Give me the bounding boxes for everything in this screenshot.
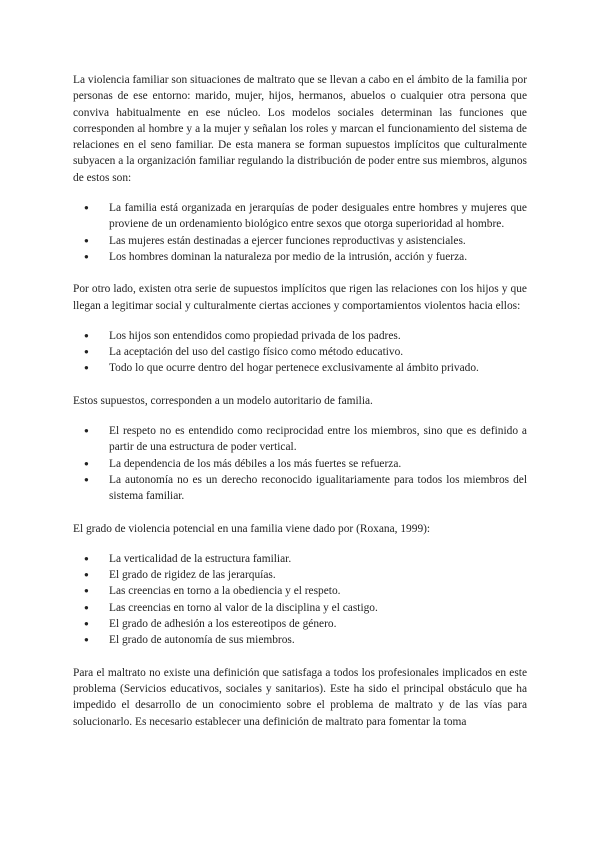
bullet-list-violence-factors [73, 551, 527, 649]
list-item: ● La autonomía no es un derecho reconocido igualitariamente para todos los miembros del sistema familiar. [73, 472, 527, 505]
paragraph-violence-degree: El grado de violencia potencial en una familia viene dado por (Roxana, 1999): [73, 522, 431, 535]
bullet-list-power-assumptions [73, 200, 527, 265]
list-item: ● El grado de autonomía de sus miembros. [73, 632, 527, 648]
list-item: ● El grado de rigidez de las jerarquías. [73, 567, 527, 583]
bullet-list-children-assumptions [73, 328, 527, 377]
list-item: ● El grado de adhesión a los estereotipos de género. [73, 616, 527, 632]
list-item: ● Los hijos son entendidos como propiedad privada de los padres. [73, 328, 527, 344]
bullet-list-authoritarian-model [73, 423, 527, 504]
list-item: ● Todo lo que ocurre dentro del hogar pertenece exclusivamente al ámbito privado. [73, 360, 527, 376]
list-item: ● Los hombres dominan la naturaleza por medio de la intrusión, acción y fuerza. [73, 249, 527, 265]
list-item: ● La aceptación del uso del castigo físico como método educativo. [73, 344, 527, 360]
list-item: ● Las creencias en torno a la obediencia y el respeto. [73, 583, 527, 599]
list-item: ● La verticalidad de la estructura familiar. [73, 551, 527, 567]
paragraph-intro: La violencia familiar son situaciones de maltrato que se llevan a cabo en el ámbito de la familia por personas de ese entorno: marido, mujer, hijos, hermanos, abuelos o cualquier otra persona que conviva habitualmente en ese núcleo. Los modelos sociales determinan las funciones que corresponden al hombre y a la mujer y señalan los roles y marcan el funcionamiento del sistema de relaciones en el seno familiar. De esta manera se forman supuestos implícitos que culturalmente subyacen a la organización familiar regulando la distribución de poder entre sus miembros, algunos de estos son: [73, 74, 527, 184]
paragraph-authoritarian: Estos supuestos, corresponden a un modelo autoritario de familia. [73, 394, 373, 407]
list-item: ● Las mujeres están destinadas a ejercer funciones reproductivas y asistenciales. [73, 233, 527, 249]
document-page [73, 72, 527, 730]
paragraph-children: Por otro lado, existen otra serie de supuestos implícitos que rigen las relaciones con los hijos y que llegan a legitimar social y culturalmente ciertas acciones y comportamientos violentos hacia ellos: [73, 283, 527, 312]
list-item: ● La dependencia de los más débiles a los más fuertes se refuerza. [73, 456, 527, 472]
list-item: ● Las creencias en torno al valor de la disciplina y el castigo. [73, 600, 527, 616]
list-item: ● El respeto no es entendido como reciprocidad entre los miembros, sino que es definido a partir de una estructura de poder vertical. [73, 423, 527, 456]
paragraph-maltreatment-definition: Para el maltrato no existe una definición que satisfaga a todos los profesionales implicados en este problema (Servicios educativos, sociales y sanitarios). Este ha sido el principal obstáculo que ha impedido el desarrollo de un conocimiento sobre el problema de maltrato y de las vías para solucionarlo. Es necesario establecer una definición de maltrato para fomentar la toma [73, 666, 527, 728]
list-item: ● La familia está organizada en jerarquías de poder desiguales entre hombres y mujeres que proviene de un ordenamiento biológico entre sexos que otorga superioridad al hombre. [73, 200, 527, 233]
